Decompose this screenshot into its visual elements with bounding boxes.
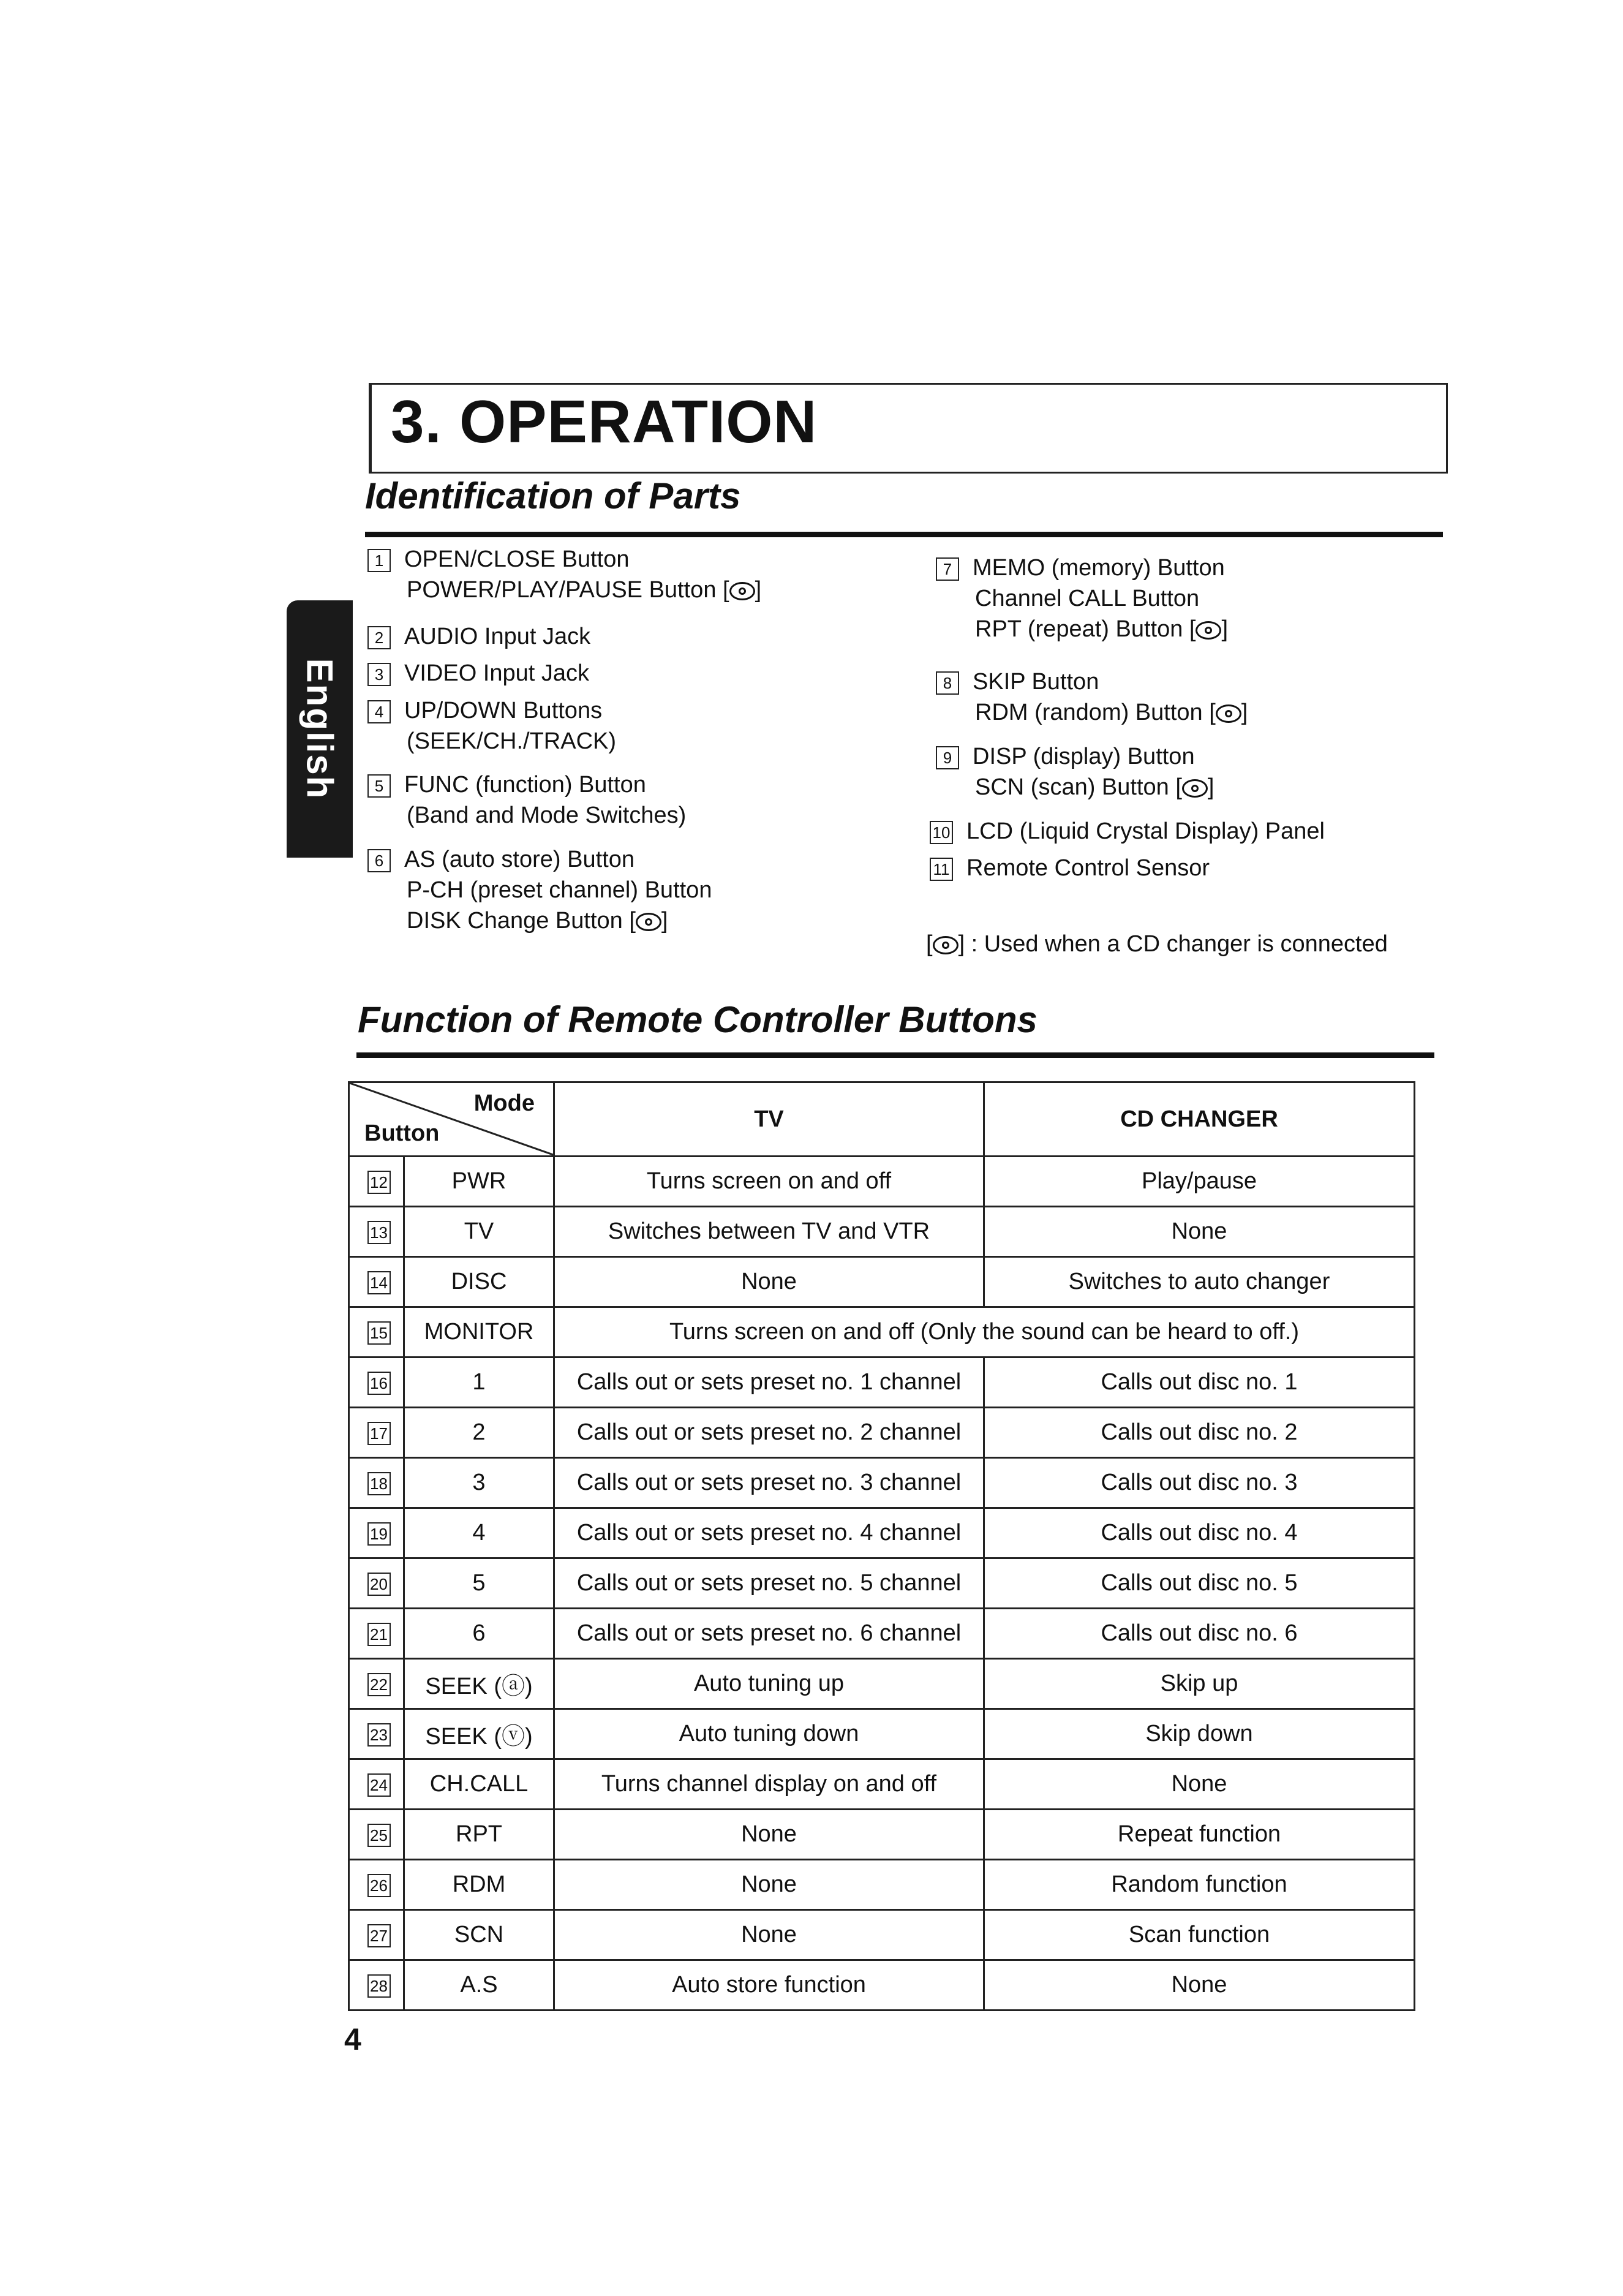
tv-function-cell: Auto store function [554,1960,984,2011]
tv-function-cell: Calls out or sets preset no. 2 channel [554,1408,984,1458]
row-number-cell [349,1558,404,1609]
page-number: 4 [344,2022,361,2056]
cd-changer-icon [729,582,755,600]
part-line: OPEN/CLOSE Button [404,546,630,572]
part-line: POWER/PLAY/PAUSE Button [ [407,577,729,603]
tv-function-cell: Calls out or sets preset no. 1 channel [554,1358,984,1408]
tv-and-cd-function-cell: Turns screen on and off (Only the sound can be heard to off.) [554,1307,1415,1358]
language-label: English [299,658,341,800]
cd-changer-icon [1182,779,1208,798]
chapter-title: 3. OPERATION [391,388,818,455]
functions-title: Function of Remote Controller Buttons [358,999,1037,1040]
tv-function-cell: None [554,1257,984,1307]
button-name-cell: RDM [404,1860,554,1910]
row-number: 15 [367,1321,391,1345]
row-number: 25 [367,1824,391,1847]
part-number: 1 [367,549,391,572]
button-name-cell: PWR [404,1157,554,1207]
part-line: FUNC (function) Button [404,772,646,798]
tv-function-cell: None [554,1810,984,1860]
table-row [349,1759,1415,1810]
bracket-close: ] [661,908,668,934]
tv-function-cell: Switches between TV and VTR [554,1207,984,1257]
tv-function-cell: Calls out or sets preset no. 3 channel [554,1458,984,1508]
part-number: 4 [367,700,391,723]
cd-function-cell: Repeat function [984,1810,1415,1860]
row-number: 23 [367,1723,391,1747]
table-row [349,1257,1415,1307]
cd-function-cell: Random function [984,1860,1415,1910]
bracket-close: ] [1207,774,1214,800]
table-row [349,1307,1415,1358]
button-name-cell: 2 [404,1408,554,1458]
functions-rule [356,1052,1434,1058]
tv-function-cell: Auto tuning down [554,1709,984,1759]
cd-function-cell: None [984,1960,1415,2011]
table-row [349,1207,1415,1257]
part-line: DISP (display) Button [973,744,1195,769]
row-number: 17 [367,1422,391,1445]
note-open: [ [926,931,933,957]
tv-function-cell: Calls out or sets preset no. 5 channel [554,1558,984,1609]
table-row [349,1558,1415,1609]
row-number: 24 [367,1773,391,1797]
row-number-cell [349,1910,404,1960]
cd-changer-icon [636,913,661,931]
row-number: 13 [367,1221,391,1244]
table-row [349,1358,1415,1408]
cd-changer-icon [933,936,958,954]
tv-function-cell: Auto tuning up [554,1659,984,1709]
table-row [349,1157,1415,1207]
part-line: SCN (scan) Button [ [975,774,1182,800]
table-header-row [349,1082,1415,1157]
part-number: 6 [367,849,391,872]
header-mode-button-corner [349,1082,554,1157]
part-item-1 [367,544,761,605]
part-number: 7 [936,557,959,581]
bracket-close: ] [755,577,762,603]
part-line: RDM (random) Button [ [975,700,1216,725]
row-number-cell [349,1810,404,1860]
row-number: 16 [367,1372,391,1395]
tv-function-cell: None [554,1910,984,1960]
part-number: 3 [367,663,391,686]
row-number-cell [349,1458,404,1508]
button-name-cell: 5 [404,1558,554,1609]
identification-rule [365,532,1443,537]
cd-function-cell: None [984,1207,1415,1257]
part-item-7 [936,553,1228,644]
row-number-cell [349,1207,404,1257]
row-number: 22 [367,1673,391,1696]
bracket-close: ] [1241,700,1248,725]
row-number-cell [349,1157,404,1207]
button-name-cell: MONITOR [404,1307,554,1358]
cd-function-cell: Skip up [984,1659,1415,1709]
part-line: MEMO (memory) Button [973,555,1225,581]
row-number: 14 [367,1271,391,1294]
button-name-cell: SEEK (ⓥ) [404,1709,554,1759]
table-row [349,1960,1415,2011]
cd-changer-icon [1216,704,1241,723]
button-name-cell: 6 [404,1609,554,1659]
part-number: 5 [367,774,391,798]
row-number-cell [349,1408,404,1458]
button-name-cell: SEEK (ⓐ) [404,1659,554,1709]
row-number: 12 [367,1171,391,1194]
part-number: 10 [930,821,953,844]
language-tab [287,600,353,858]
part-item-5 [367,769,686,831]
part-line: UP/DOWN Buttons [404,698,603,723]
cd-function-cell: Switches to auto changer [984,1257,1415,1307]
cd-function-cell: Calls out disc no. 4 [984,1508,1415,1558]
table-row [349,1709,1415,1759]
row-number-cell [349,1759,404,1810]
part-line: (SEEK/CH./TRACK) [407,728,617,754]
row-number: 28 [367,1974,391,1998]
row-number: 18 [367,1472,391,1495]
part-item-10 [930,816,1325,847]
part-item-11 [930,853,1210,883]
part-item-2 [367,621,590,652]
part-line: VIDEO Input Jack [404,660,590,686]
part-line: Channel CALL Button [975,586,1200,611]
cd-function-cell: Calls out disc no. 5 [984,1558,1415,1609]
button-name-cell: A.S [404,1960,554,2011]
table-row [349,1910,1415,1960]
row-number-cell [349,1257,404,1307]
part-item-9 [936,741,1214,802]
cd-function-cell: None [984,1759,1415,1810]
row-number-cell [349,1709,404,1759]
tv-function-cell: Turns channel display on and off [554,1759,984,1810]
part-line: DISK Change Button [ [407,908,636,934]
table-row [349,1508,1415,1558]
table-row [349,1408,1415,1458]
part-line: P-CH (preset channel) Button [407,877,712,903]
button-name-cell: 1 [404,1358,554,1408]
cd-function-cell: Calls out disc no. 1 [984,1358,1415,1408]
row-number: 27 [367,1924,391,1947]
row-number-cell [349,1659,404,1709]
part-number: 2 [367,626,391,649]
row-number-cell [349,1508,404,1558]
table-row [349,1458,1415,1508]
part-line: SKIP Button [973,669,1099,695]
part-line: Remote Control Sensor [966,855,1210,881]
table-row [349,1659,1415,1709]
part-line: AS (auto store) Button [404,847,635,872]
header-button-label: Button [364,1120,440,1146]
cd-function-cell: Skip down [984,1709,1415,1759]
identification-title: Identification of Parts [365,475,741,516]
part-number: 8 [936,671,959,695]
tv-function-cell: Calls out or sets preset no. 6 channel [554,1609,984,1659]
button-name-cell: 3 [404,1458,554,1508]
part-line: (Band and Mode Switches) [407,802,687,828]
row-number-cell [349,1358,404,1408]
part-line: AUDIO Input Jack [404,624,591,649]
button-name-cell: RPT [404,1810,554,1860]
tv-function-cell: Turns screen on and off [554,1157,984,1207]
part-item-3 [367,658,589,689]
bracket-close: ] [1221,616,1229,642]
row-number-cell [349,1307,404,1358]
part-line: LCD (Liquid Crystal Display) Panel [966,818,1325,844]
header-cd-changer: CD CHANGER [984,1082,1415,1157]
tv-function-cell: None [554,1860,984,1910]
part-number: 11 [930,858,953,881]
part-item-6 [367,844,712,936]
part-item-8 [936,667,1248,728]
row-number-cell [349,1609,404,1659]
note-text: ] : Used when a CD changer is connected [958,931,1388,957]
table-row [349,1860,1415,1910]
cd-function-cell: Calls out disc no. 2 [984,1408,1415,1458]
remote-function-table [348,1081,1415,2011]
button-name-cell: 4 [404,1508,554,1558]
table-row [349,1609,1415,1659]
row-number-cell [349,1960,404,2011]
tv-function-cell: Calls out or sets preset no. 4 channel [554,1508,984,1558]
button-name-cell: DISC [404,1257,554,1307]
cd-function-cell: Play/pause [984,1157,1415,1207]
button-name-cell: SCN [404,1910,554,1960]
row-number: 19 [367,1522,391,1546]
row-number: 21 [367,1623,391,1646]
cd-function-cell: Scan function [984,1910,1415,1960]
part-line: RPT (repeat) Button [ [975,616,1196,642]
cd-changer-note [926,929,1388,959]
header-mode-label: Mode [473,1090,535,1116]
part-number: 9 [936,746,959,769]
row-number: 26 [367,1874,391,1897]
cd-changer-icon [1196,621,1221,640]
cd-function-cell: Calls out disc no. 6 [984,1609,1415,1659]
part-item-4 [367,695,616,757]
table-row [349,1810,1415,1860]
row-number: 20 [367,1573,391,1596]
cd-function-cell: Calls out disc no. 3 [984,1458,1415,1508]
button-name-cell: TV [404,1207,554,1257]
header-tv: TV [554,1082,984,1157]
row-number-cell [349,1860,404,1910]
button-name-cell: CH.CALL [404,1759,554,1810]
